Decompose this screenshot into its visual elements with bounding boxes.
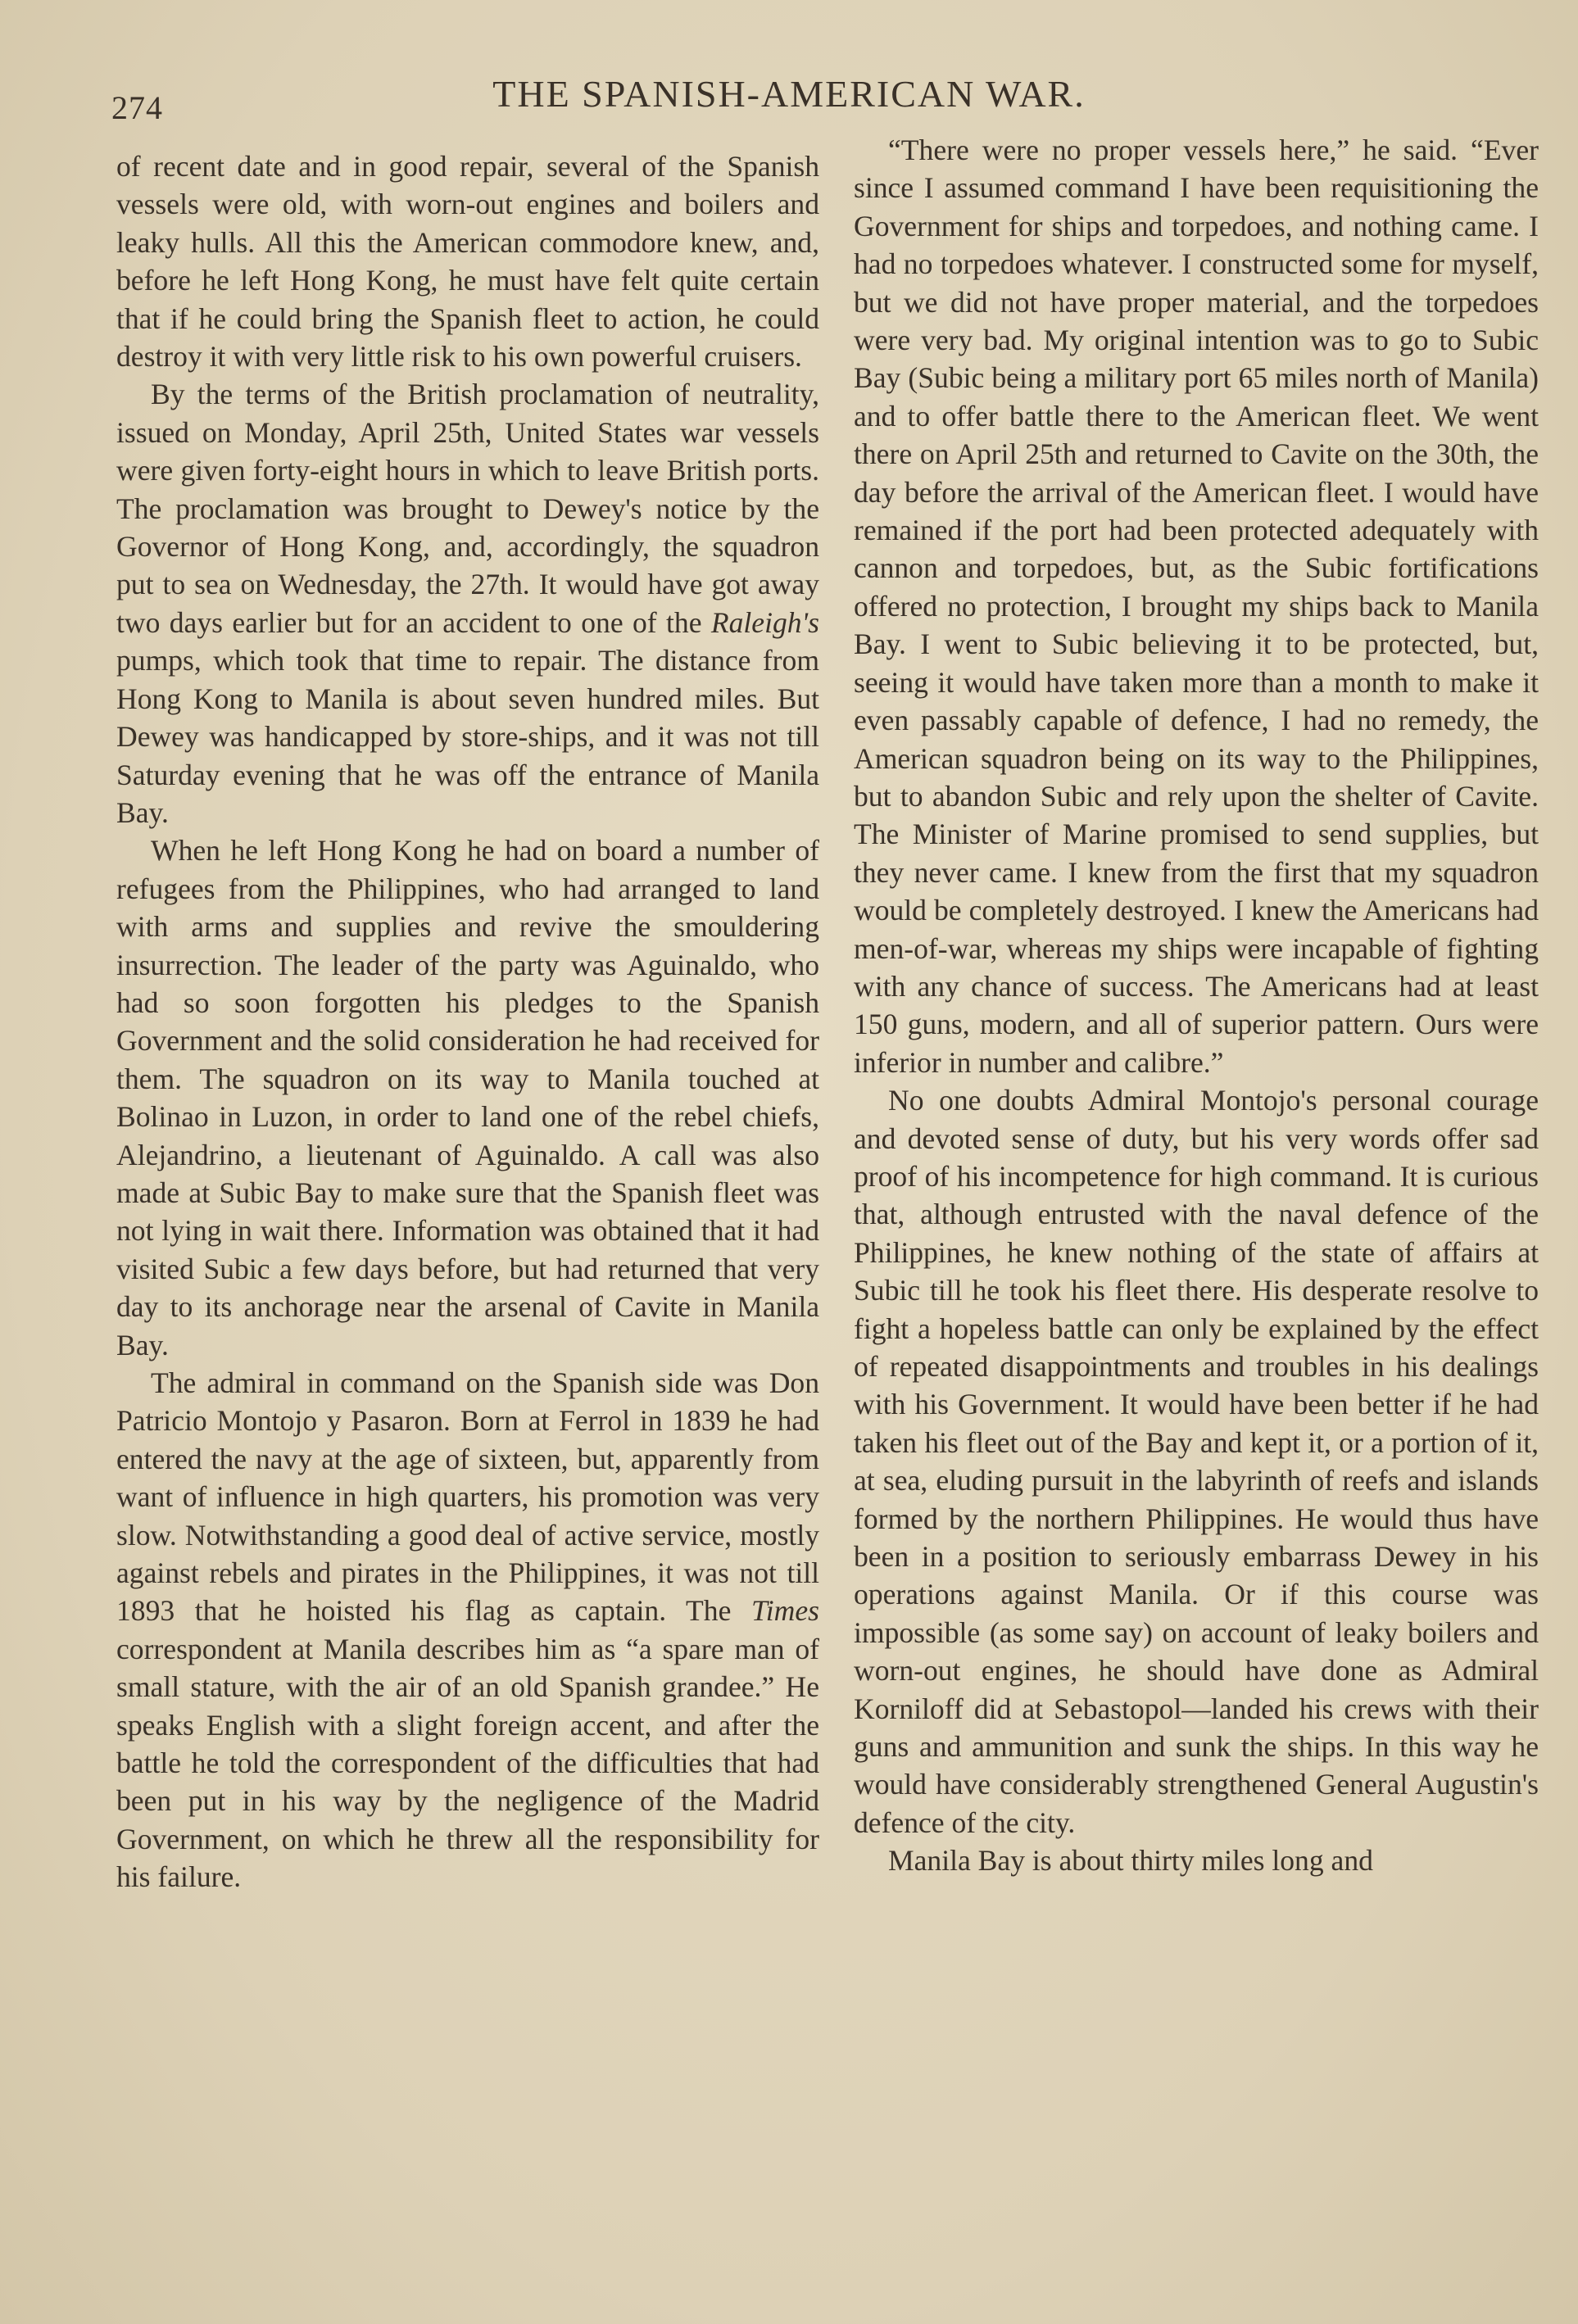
- ship-name-italic: Raleigh's: [710, 605, 819, 639]
- paragraph-text: The admiral in command on the Spanish side was Don Patricio Montojo y Pasaron. Born at Ferrol in 1839 he had entered the navy at the age of sixteen, but, apparently from want of influence in high quarters, his promotion was very slow. Notwithstanding a good deal of active service, mostly against rebels and pirates in the Philippines, it was not till 1893 that he hoisted his flag as captain. The: [116, 1366, 819, 1628]
- right-column: [854, 131, 1539, 1880]
- paragraph: “There were no proper vessels here,” he said. “Ever since I assumed command I have been requisitioning the Government for ships and torpedoes, and nothing came. I had no torpedoes whatever. I constructed some for myself, but we did not have proper material, and the torpedoes were very bad. My original intention was to go to Subic Bay (Subic being a military port 65 miles north of Manila) and to offer battle there to the American fleet. We went there on April 25th and returned to Cavite on the 30th, the day before the arrival of the American fleet. I would have remained if the port had been protected adequately with cannon and torpedoes, but, as the Subic fortifications offered no protection, I brought my ships back to Manila Bay. I went to Subic believing it to be protected, but, seeing it would have taken more than a month to make it even passably capable of defence, I had no remedy, the American squadron being on its way to the Philippines, but to abandon Subic and rely upon the shelter of Cavite. The Minister of Marine promised to send supplies, but they never came. I knew from the first that my squadron would be completely destroyed. I knew the Americans had men-of-war, whereas my ships were incapable of fighting with any chance of success. The Americans had at least 150 guns, modern, and all of superior pattern. Ours were inferior in number and calibre.”: [854, 134, 1539, 1079]
- paragraph: [116, 375, 819, 831]
- paragraph-text: By the terms of the British proclamation of neutrality, issued on Monday, April 25th, United States war vessels were given forty-eight hours in which to leave British ports. The proclamation was brought to Dewey's notice by the Governor of Hong Kong, and, accordingly, the squadron put to sea on Wednesday, the 27th. It would have got away two days earlier but for an accident to one of the: [116, 378, 819, 639]
- page-number: 274: [111, 89, 163, 126]
- paragraph-text: correspondent at Manila describes him as “a spare man of small stature, with the air of an old Spanish grandee.” He speaks English with a slight foreign accent, and after the battle he told the correspondent of the difficulties that had been put in his way by the negligence of the Madrid Government, on which he threw all the responsibility for his failure.: [116, 1632, 819, 1894]
- paragraph: When he left Hong Kong he had on board a number of refugees from the Philippines, who had arranged to land with arms and supplies and revive the smouldering insurrection. The leader of the party was Aguinaldo, who had so soon forgotten his pledges to the Spanish Government and the solid consideration he had received for them. The squadron on its way to Manila touched at Bolinao in Luzon, in order to land one of the rebel chiefs, Alejandrino, a lieutenant of Aguinaldo. A call was also made at Subic Bay to make sure that the Spanish fleet was not lying in wait there. Information was obtained that it had visited Subic a few days before, but had returned that very day to its anchorage near the arsenal of Cavite in Manila Bay.: [116, 834, 819, 1361]
- paragraph: of recent date and in good repair, several of the Spanish vessels were old, with worn-out engines and boilers and leaky hulls. All this the American commodore knew, and, before he left Hong Kong, he must have felt quite certain that if he could bring the Spanish fleet to action, he could destroy it with very little risk to his own powerful cruisers.: [116, 150, 819, 374]
- paragraph-text: pumps, which took that time to repair. The distance from Hong Kong to Manila is about seven hundred miles. But Dewey was handicapped by store-ships, and it was not till Saturday evening that he was off the entrance of Manila Bay.: [116, 644, 819, 829]
- paragraph: Manila Bay is about thirty miles long and: [888, 1844, 1373, 1878]
- paragraph: [116, 1364, 819, 1896]
- running-title: THE SPANISH-AMERICAN WAR.: [492, 73, 1086, 115]
- paragraph: No one doubts Admiral Montojo's personal courage and devoted sense of duty, but his very words offer sad proof of his incompetence for high command. It is curious that, although entrusted with the naval defence of the Philippines, he knew nothing of the state of affairs at Subic till he took his fleet there. His desperate resolve to fight a hopeless battle can only be explained by the effect of repeated disappointments and troubles in his dealings with his Government. It would have been better if he had taken his fleet out of the Bay and kept it, or a portion of it, at sea, eluding pursuit in the labyrinth of reefs and islands formed by the northern Philippines. He would thus have been in a position to seriously embarrass Dewey in his operations against Manila. Or if this course was impossible (as some say) on account of leaky boilers and worn-out engines, he should have done as Admiral Korniloff did at Sebastopol—landed his crews with their guns and ammunition and sunk the ships. In this way he would have considerably strengthened General Augustin's defence of the city.: [854, 1084, 1539, 1839]
- newspaper-name-italic: Times: [750, 1594, 819, 1628]
- left-column: [116, 147, 819, 1896]
